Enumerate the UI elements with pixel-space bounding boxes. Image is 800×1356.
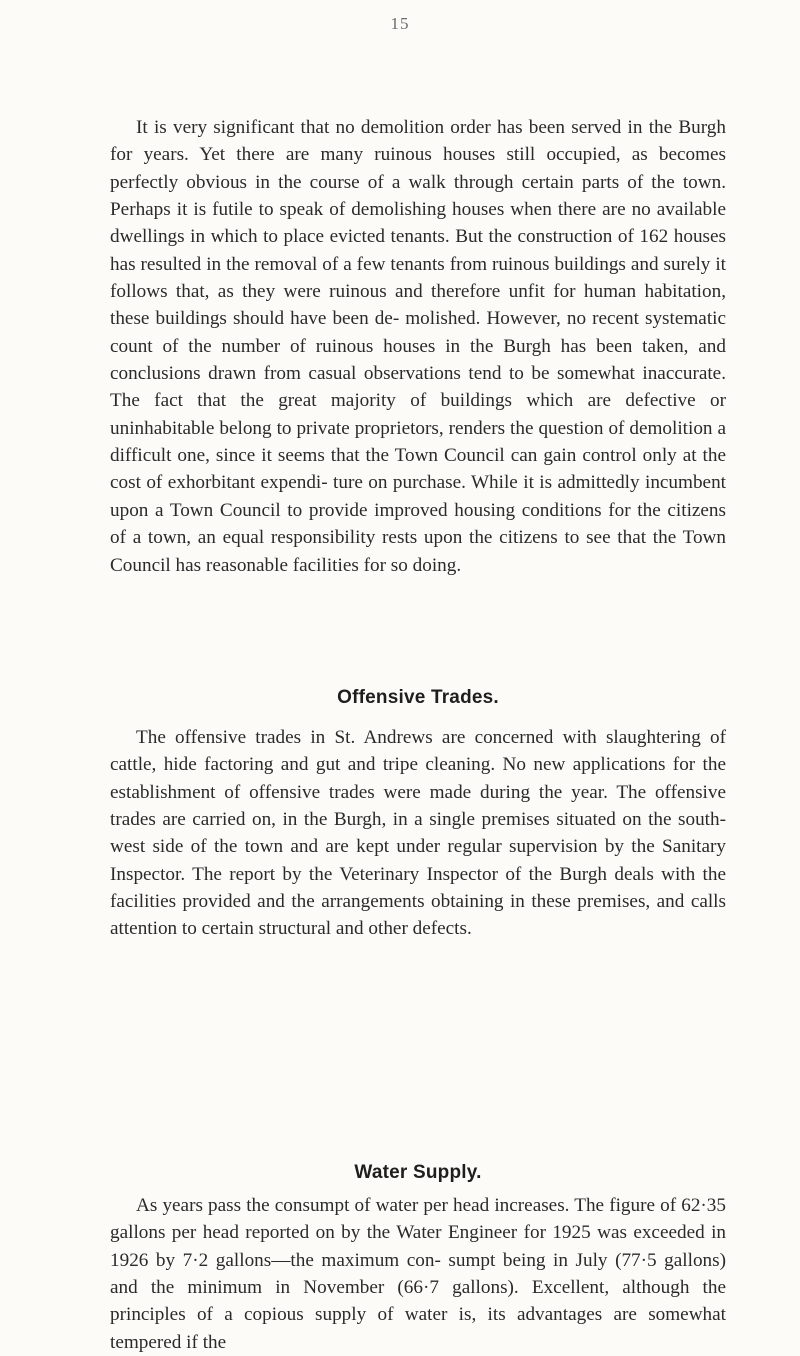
heading-offensive-trades: Offensive Trades.	[337, 687, 499, 708]
paragraph-text: As years pass the consumpt of water per head increases. The figure of 62·35 gallons per head reported on by the Water Engineer for 1925 was exceeded in 1926 by 7·2 gallons—the maximum con- sumpt being in July (77·5 gallons) and the minimum in November (66·7 gallons). Excellent, although the principles of a copious supply of water is, its advantages are somewhat tempered if the	[110, 1195, 726, 1353]
paragraph-text: It is very significant that no demolition order has been served in the Burgh for years. Yet there are many ruinous houses still occupied, as becomes perfectly obvious in the course of a walk through certain parts of the town. Perhaps it is futile to speak of demolishing houses when there are no available dwellings in which to place evicted tenants. But the construction of 162 houses has resulted in the removal of a few tenants from ruinous buildings and surely it follows that, as they were ruinous and therefore unfit for human habitation, these buildings should have been de- molished. However, no recent systematic count of the number of ruinous houses in the Burgh has been taken, and conclusions drawn from casual observations tend to be somewhat inaccurate. The fact that the great majority of buildings which are defective or uninhabitable belong to private proprietors, renders the question of demolition a difficult one, since it seems that the Town Council can gain control only at the cost of exhorbitant expendi- ture on purchase. While it is admittedly incumbent upon a Town Council to provide improved housing conditions for the citizens of a town, an equal responsibility rests upon the citizens to see that the Town Council has reasonable facilities for so doing.	[110, 117, 726, 576]
heading-water-supply: Water Supply.	[354, 1162, 482, 1183]
paragraph-water-supply	[110, 1192, 726, 1356]
paragraph-text: The offensive trades in St. Andrews are concerned with slaughtering of cattle, hide factoring and gut and tripe cleaning. No new applications for the establishment of offensive trades were made during the year. The offensive trades are carried on, in the Burgh, in a single premises situated on the south-west side of the town and are kept under regular supervision by the Sanitary Inspector. The report by the Veterinary Inspector of the Burgh deals with the facilities provided and the arrangements obtaining in these premises, and calls attention to certain structural and other defects.	[110, 727, 726, 940]
paragraph-offensive-trades	[110, 724, 726, 943]
page-number: 15	[390, 14, 410, 33]
paragraph-demolition	[110, 114, 726, 579]
